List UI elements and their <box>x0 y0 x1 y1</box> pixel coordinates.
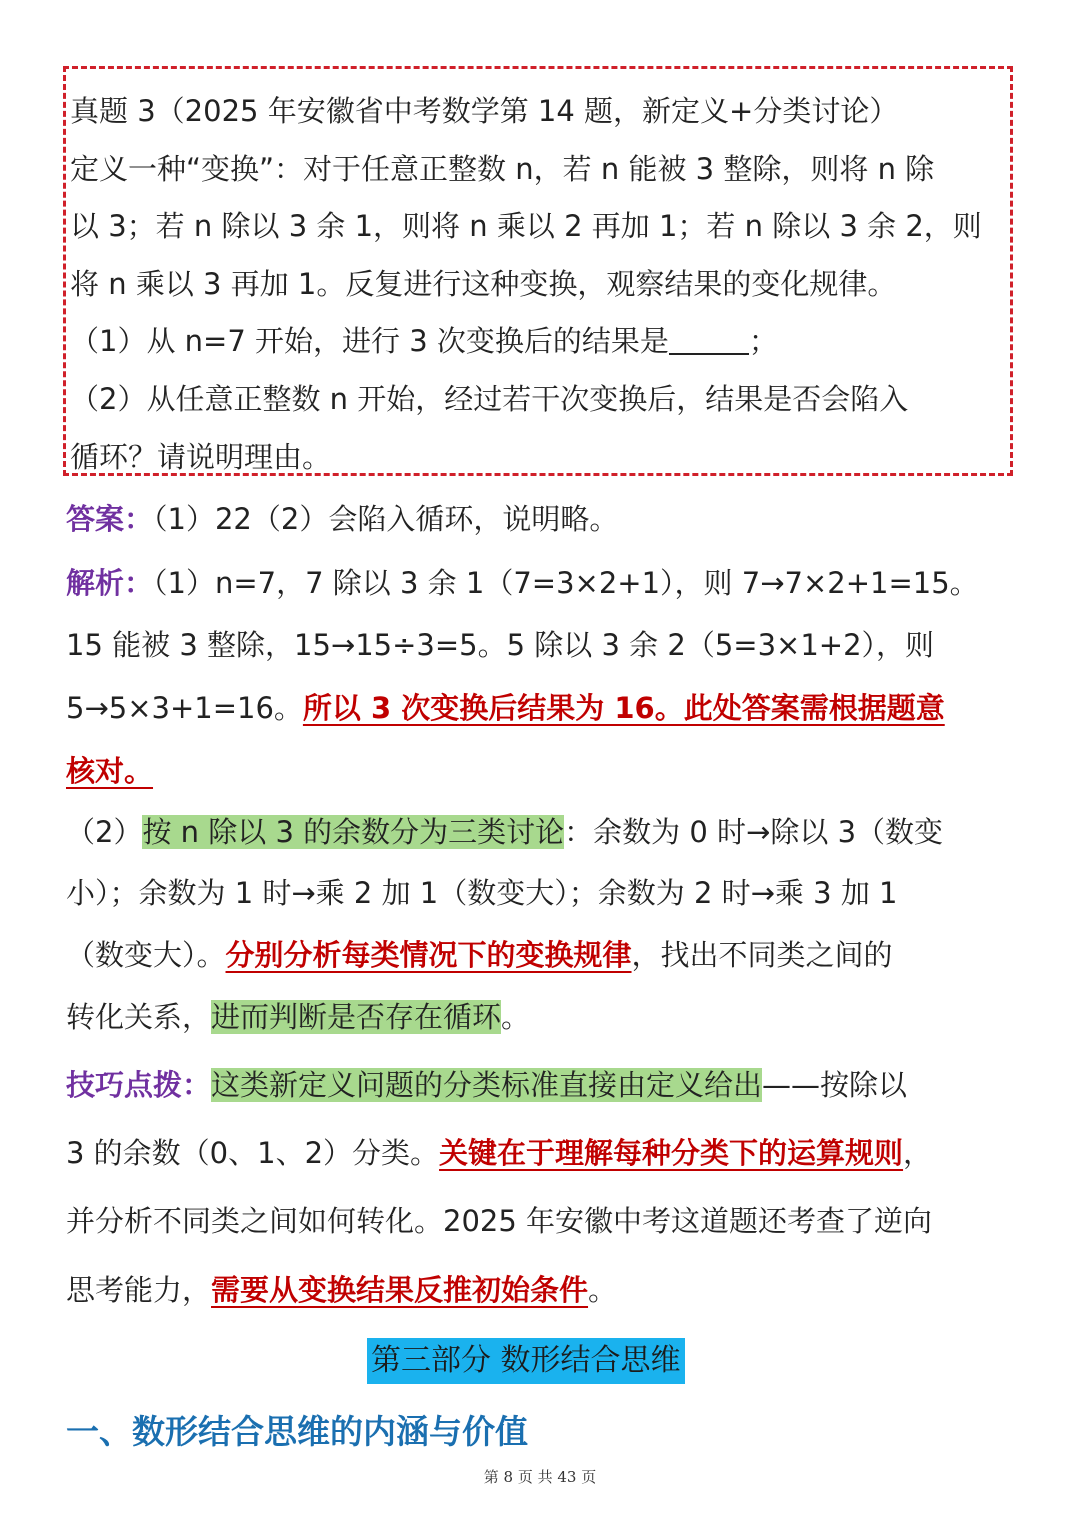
page-footer: 第 8 页 共 43 页 <box>483 1468 597 1486</box>
tips-line-1: 技巧点拨：这类新定义问题的分类标准直接由定义给出——按除以 <box>66 1068 908 1102</box>
problem-title: 真题 3（2025 年安徽省中考数学第 14 题，新定义+分类讨论） <box>70 94 899 128</box>
problem-box <box>63 66 1013 476</box>
question-2-line-2: 循环？请说明理由。 <box>70 439 332 474</box>
answer-label: 答案： <box>66 502 154 536</box>
analysis-line-3: 5→5×3+1=16。所以 3 次变换后结果为 16。此处答案需根据题意 <box>66 691 945 725</box>
analysis-part2-line-1: （2）按 n 除以 3 的余数分为三类讨论：余数为 0 时→除以 3（数变 <box>66 815 944 849</box>
analysis-line-4: 核对。 <box>66 754 154 788</box>
question-1: （1）从 n=7 开始，进行 3 次变换后的结果是 ； <box>70 324 778 359</box>
analysis-part2-line-3: （数变大）。分别分析每类情况下的变换规律，找出不同类之间的 <box>66 938 893 972</box>
question-2-line-1: （2）从任意正整数 n 开始，经过若干次变换后，结果是否会陷入 <box>70 381 909 416</box>
answer-text: （1）22（2）会陷入循环，说明略。 <box>153 502 619 536</box>
section-title: 第三部分 数形结合思维 <box>367 1338 685 1384</box>
analysis-line-1: 解析：（1）n=7，7 除以 3 余 1（7=3×2+1），则 7→7×2+1=15。 <box>66 566 979 600</box>
tips-line-4: 思考能力，需要从变换结果反推初始条件。 <box>66 1273 618 1307</box>
sub-title: 一、数形结合思维的内涵与价值 <box>66 1412 528 1451</box>
answer-blank <box>669 323 749 355</box>
tips-line-2: 3 的余数（0、1、2）分类。关键在于理解每种分类下的运算规则， <box>66 1136 933 1170</box>
analysis-part2-line-2: 小）；余数为 1 时→乘 2 加 1（数变大）；余数为 2 时→乘 3 加 1 <box>66 876 898 910</box>
answer-paragraph <box>66 490 1014 548</box>
tips-line-3: 并分析不同类之间如何转化。2025 年安徽中考这道题还考查了逆向 <box>66 1204 933 1238</box>
problem-line-2: 以 3；若 n 除以 3 余 1，则将 n 乘以 2 再加 1；若 n 除以 3 余 2，则 <box>70 209 982 244</box>
analysis-label: 解析： <box>66 566 154 600</box>
tips-label: 技巧点拨： <box>66 1068 212 1102</box>
problem-line-1: 定义一种“变换”：对于任意正整数 n，若 n 能被 3 整除，则将 n 除 <box>70 151 935 186</box>
green-highlight: 按 n 除以 3 的余数分为三类讨论 <box>142 815 565 849</box>
analysis-line-2: 15 能被 3 整除，15→15÷3=5。5 除以 3 余 2（5=3×1+2），则 <box>66 628 935 662</box>
analysis-part2-line-4: 转化关系，进而判断是否存在循环。 <box>66 1000 531 1034</box>
analysis-red-emphasis: 所以 3 次变换后结果为 16。此处答案需根据题意 <box>302 691 945 725</box>
problem-line-3: 将 n 乘以 3 再加 1。反复进行这种变换，观察结果的变化规律。 <box>70 266 897 301</box>
